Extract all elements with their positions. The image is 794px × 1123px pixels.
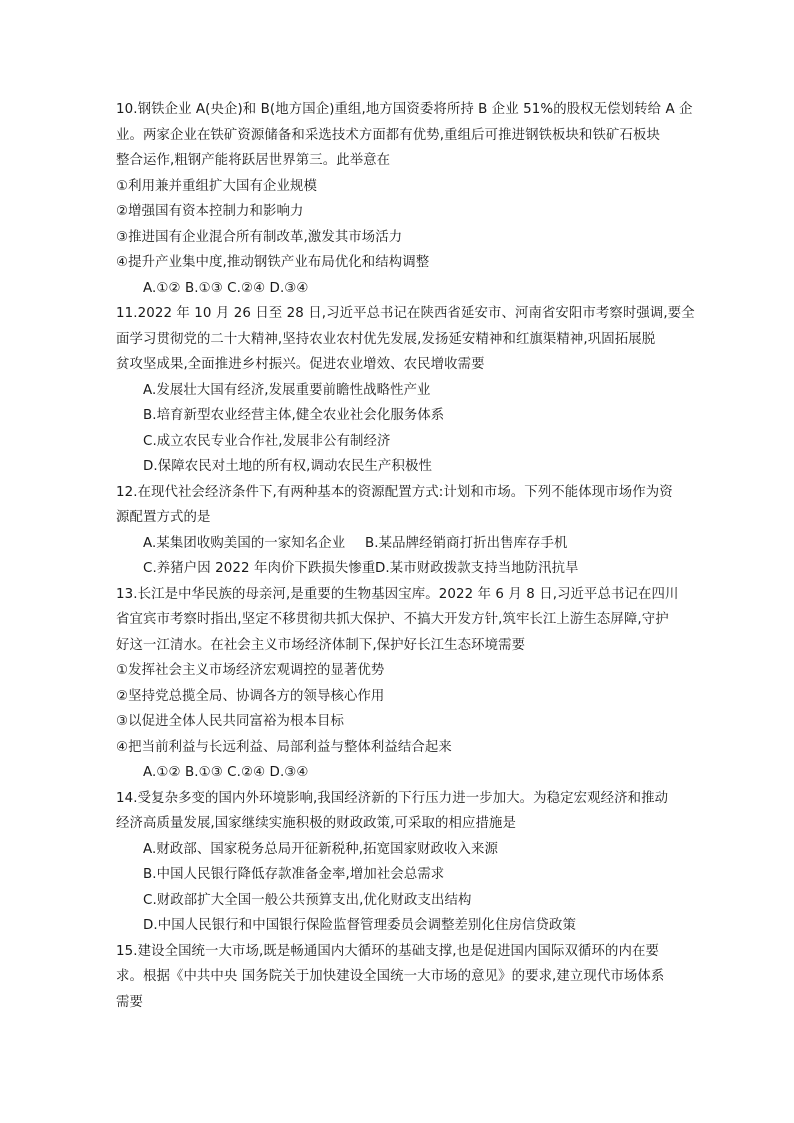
q11-stem-line-2: 面学习贯彻党的二十大精神,坚持农业农村优先发展,发扬延安精神和红旗渠精神,巩固拓展脱 bbox=[116, 332, 656, 347]
q10-choices: A.①② B.①③ C.②④ D.③④ bbox=[143, 281, 309, 296]
q15-stem-line-3: 需要 bbox=[116, 995, 143, 1010]
q13-item-2: ②坚持党总揽全局、协调各方的领导核心作用 bbox=[116, 689, 385, 704]
q11-option-d: D.保障农民对土地的所有权,调动农民生产积极性 bbox=[143, 459, 432, 474]
q13-stem-line-2: 省宜宾市考察时指出,坚定不移贯彻共抓大保护、不搞大开发方针,筑牢长江上游生态屏障,守护 bbox=[116, 612, 669, 627]
q11-stem-line-1: 11.2022 年 10 月 26 日至 28 日,习近平总书记在陕西省延安市、河南省安阳市考察时强调,要全 bbox=[116, 306, 695, 321]
q14-stem-line-2: 经济高质量发展,国家继续实施积极的财政政策,可采取的相应措施是 bbox=[116, 816, 516, 831]
q12-option-a: A.某集团收购美国的一家知名企业 bbox=[143, 536, 346, 551]
q12-option-d: D.某市财政拨款支持当地防汛抗旱 bbox=[375, 561, 579, 576]
q11-option-c: C.成立农民专业合作社,发展非公有制经济 bbox=[143, 434, 391, 449]
q10-stem-line-1: 10.钢铁企业 A(央企)和 B(地方国企)重组,地方国资委将所持 B 企业 51%的股权无偿划转给 A 企 bbox=[116, 102, 693, 117]
q12-stem-line-2: 源配置方式的是 bbox=[116, 510, 211, 525]
q11-stem-line-3: 贫攻坚成果,全面推进乡村振兴。促进农业增效、农民增收需要 bbox=[116, 357, 485, 372]
q13-item-1: ①发挥社会主义市场经济宏观调控的显著优势 bbox=[116, 663, 385, 678]
q14-option-c: C.财政部扩大全国一般公共预算支出,优化财政支出结构 bbox=[143, 893, 472, 908]
q13-stem-line-1: 13.长江是中华民族的母亲河,是重要的生物基因宝库。2022 年 6 月 8 日,习近平总书记在四川 bbox=[116, 587, 679, 602]
q15-stem-line-1: 15.建设全国统一大市场,既是畅通国内大循环的基础支撑,也是促进国内国际双循环的内在要 bbox=[116, 944, 659, 959]
q10-item-4: ④提升产业集中度,推动钢铁产业布局优化和结构调整 bbox=[116, 255, 430, 270]
q12-stem-line-1: 12.在现代社会经济条件下,有两种基本的资源配置方式:计划和市场。下列不能体现市场作为资 bbox=[116, 485, 673, 500]
q14-option-d: D.中国人民银行和中国银行保险监督管理委员会调整差别化住房信贷政策 bbox=[143, 918, 576, 933]
q14-option-b: B.中国人民银行降低存款准备金率,增加社会总需求 bbox=[143, 867, 445, 882]
q14-option-a: A.财政部、国家税务总局开征新税种,拓宽国家财政收入来源 bbox=[143, 842, 499, 857]
q10-stem-line-2: 业。两家企业在铁矿资源储备和采选技术方面都有优势,重组后可推进钢铁板块和铁矿石板块 bbox=[116, 128, 660, 143]
q13-stem-line-3: 好这一江清水。在社会主义市场经济体制下,保护好长江生态环境需要 bbox=[116, 638, 526, 653]
q10-stem-line-3: 整合运作,粗钢产能将跃居世界第三。此举意在 bbox=[116, 153, 391, 168]
q13-item-3: ③以促进全体人民共同富裕为根本目标 bbox=[116, 714, 344, 729]
q11-option-a: A.发展壮大国有经济,发展重要前瞻性战略性产业 bbox=[143, 383, 431, 398]
q12-option-b: B.某品牌经销商打折出售库存手机 bbox=[365, 536, 568, 551]
q10-item-2: ②增强国有资本控制力和影响力 bbox=[116, 204, 304, 219]
q13-choices: A.①② B.①③ C.②④ D.③④ bbox=[143, 765, 309, 780]
q10-item-1: ①利用兼并重组扩大国有企业规模 bbox=[116, 179, 317, 194]
q15-stem-line-2: 求。根据《中共中央 国务院关于加快建设全国统一大市场的意见》的要求,建立现代市场体系 bbox=[116, 969, 665, 984]
q12-option-c: C.养猪户因 2022 年肉价下跌损失惨重 bbox=[143, 561, 376, 576]
q10-item-3: ③推进国有企业混合所有制改革,激发其市场活力 bbox=[116, 230, 403, 245]
q12-options-row-1 bbox=[143, 534, 568, 554]
q14-stem-line-1: 14.受复杂多变的国内外环境影响,我国经济新的下行压力进一步加大。为稳定宏观经济和推动 bbox=[116, 791, 669, 806]
q13-item-4: ④把当前利益与长远利益、局部利益与整体利益结合起来 bbox=[116, 740, 452, 755]
q12-options-row-2 bbox=[143, 559, 579, 579]
q11-option-b: B.培育新型农业经营主体,健全农业社会化服务体系 bbox=[143, 408, 445, 423]
